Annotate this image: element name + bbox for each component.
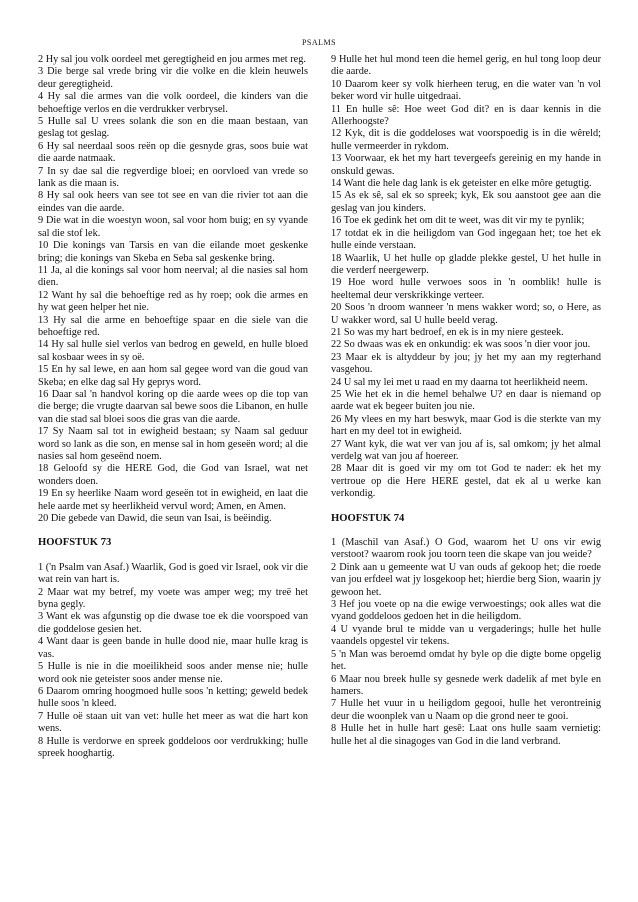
verse: 28 Maar dit is goed vir my om tot God te nader: ek het my vertroue op die Here HERE gestel, dat ek al u werke kan verkondig. [331,463,601,500]
verse: 26 My vlees en my hart beswyk, maar God is die sterkte van my hart en my deel tot in ewigheid. [331,413,601,438]
verse: 20 Die gebede van Dawid, die seun van Isai, is beëindig. [38,513,272,525]
verse: 1 (Maschil van Asaf.) O God, waarom het U ons vir ewig verstoot? waarom rook jou toorn teen die skape van jou weide? [331,537,601,561]
verse: 1 ('n Psalm van Asaf.) Waarlik, God is goed vir Israel, ook vir die wat rein van hart is. [38,561,308,586]
verse: 16 Daar sal 'n handvol koring op die aarde wees op die top van die berge; die vrugte daarvan sal bewe soos die Libanon, en hulle van die stad sal bloei soos die gras van die aarde. [38,388,308,425]
verse: 4 U vyande brul te midde van u vergaderings; hulle het hulle vaandels opgestel vir tekens. [331,623,601,648]
verse: 9 Die wat in die woestyn woon, sal voor hom buig; en sy vyande sal die stof lek. [38,215,308,239]
verse: 7 Hulle oë staan uit van vet: hulle het meer as wat die hart kon wens. [38,710,308,735]
verse: 12 Want hy sal die behoeftige red as hy roep; ook die armes en hy wat geen helper het nie. [38,289,308,314]
verse: 2 Dink aan u gemeente wat U van ouds af gekoop het; die roede van jou erfdeel wat jy losgekoop het; hierdie berg Sion, waarin jy gewoon het. [331,561,601,598]
verse: 23 Maar ek is altyddeur by jou; jy het my aan my regterhand vasgehou. [331,351,601,376]
verse: 16 Toe ek gedink het om dit te weet, was dit vir my te pynlik; [331,215,585,227]
verse: 8 Hulle is verdorwe en spreek goddeloos oor verdrukking; hulle spreek hooghartig. [38,735,308,759]
verse: 17 Sy Naam sal tot in ewigheid bestaan; sy Naam sal geduur word so lank as die son, en mense sal in hom geseën word; al die nasies sal hom geseënd noem. [38,426,308,462]
verse: 4 Want daar is geen bande in hulle dood nie, maar hulle krag is vas. [38,636,308,660]
verse: 8 Hy sal ook heers van see tot see en van die rivier tot aan die eindes van die aarde. [38,190,308,214]
verse: 10 Daarom keer sy volk hierheen terug, en die water van 'n vol beker word vir hulle uitgedraai. [331,78,601,103]
verse-list-ps74 [331,537,601,748]
verse: 3 Hef jou voete op na die ewige verwoestings; ook alles wat die vyand goddeloos gedoen het in die heiligdom. [331,599,601,623]
verse: 7 Hulle het vuur in u heiligdom gegooi, hulle het verontreinig deur die woonplek van u Naam op die grond neer te gooi. [331,698,601,722]
verse: 11 En hulle sê: Hoe weet God dit? en is daar kennis in die Allerhoogste? [331,103,601,128]
chapter-heading-73: HOOFSTUK 73 [38,537,112,549]
verse: 6 Hy sal neerdaal soos reën op die gesnyde gras, soos buie wat die aarde natmaak. [38,140,308,165]
verse: 15 En hy sal lewe, en aan hom sal gegee word van die goud van Skeba; en elke dag sal Hy geprys word. [38,364,308,388]
verse-list-ps73 [38,562,308,761]
verse-list-ps73-cont [331,54,601,501]
verse: 15 As ek sê, sal ek so spreek; kyk, Ek sou aanstoot gee aan die geslag van jou kinders. [331,190,601,214]
verse: 7 In sy dae sal die regverdige bloei; en oorvloed van vrede so lank as die maan is. [38,165,308,190]
verse-list-ps72 [38,54,308,525]
verse: 13 Voorwaar, ek het my hart tevergeefs gereinig en my hande in onskuld gewas. [331,153,601,177]
verse: 12 Kyk, dit is die goddeloses wat voorspoedig is in die wêreld; hulle vermeerder in rykdom. [331,128,601,152]
verse: 17 totdat ek in die heiligdom van God ingegaan het; toe het ek hulle einde verstaan. [331,227,601,252]
verse: 10 Die konings van Tarsis en van die eilande moet geskenke bring; die konings van Skeba en Seba sal geskenke bring. [38,240,308,264]
verse: 5 Hulle sal U vrees solank die son en die maan bestaan, van geslag tot geslag. [38,116,308,140]
verse: 13 Hy sal die arme en behoeftige spaar en die siele van die behoeftige red. [38,314,308,338]
verse: 14 Want die hele dag lank is ek geteister en elke môre getugtig. [331,178,592,190]
verse: 11 Ja, al die konings sal voor hom neerval; al die nasies sal hom dien. [38,264,308,289]
verse: 18 Waarlik, U het hulle op gladde plekke gestel, U het hulle in die verderf neergewerp. [331,252,601,276]
verse: 9 Hulle het hul mond teen die hemel gerig, en hul tong loop deur die aarde. [331,54,601,78]
verse: 21 So was my hart bedroef, en ek is in my niere gesteek. [331,326,564,338]
verse: 2 Hy sal jou volk oordeel met geregtigheid en jou armes met reg. [38,54,306,65]
verse: 18 Geloofd sy die HERE God, die God van Israel, wat net wonders doen. [38,463,308,487]
verse: 3 Want ek was afgunstig op die dwase toe ek die voorspoed van die goddelose gesien het. [38,611,308,635]
verse: 19 En sy heerlike Naam word geseën tot in ewigheid, en laat die hele aarde met sy heerlikheid vervul word; Amen, en Amen. [38,488,308,512]
verse: 24 U sal my lei met u raad en my daarna tot heerlikheid neem. [331,376,588,388]
verse: 20 Soos 'n droom wanneer 'n mens wakker word; so, o Here, as U wakker word, sal U hulle beeld verag. [331,302,601,326]
verse: 25 Wie het ek in die hemel behalwe U? en daar is niemand op aarde wat ek begeer buiten jou nie. [331,388,601,413]
verse: 19 Hoe word hulle verwoes soos in 'n oomblik! hulle is heeltemal deur verskrikkinge verteer. [331,277,601,301]
verse: 4 Hy sal die armes van die volk oordeel, die kinders van die behoeftige verlos en die verdrukker verbrysel. [38,91,308,115]
verse: 22 So dwaas was ek en onkundig: ek was soos 'n dier voor jou. [331,339,591,351]
right-column [331,54,601,748]
verse: 6 Daarom omring hoogmoed hulle soos 'n ketting; geweld bedek hulle soos 'n kleed. [38,685,308,710]
chapter-heading-74: HOOFSTUK 74 [331,512,405,524]
verse: 14 Hy sal hulle siel verlos van bedrog en geweld, en hulle bloed sal kosbaar wees in sy oë. [38,339,308,363]
verse: 6 Maar nou breek hulle sy gesnede werk dadelik af met byle en hamers. [331,673,601,697]
verse: 2 Maar wat my betref, my voete was amper weg; my treë het byna gegly. [38,586,308,611]
verse: 5 'n Man was beroemd omdat hy byle op die digte bome opgelig het. [331,648,601,673]
verse: 5 Hulle is nie in die moeilikheid soos ander mense nie; hulle word ook nie geteister soos ander mense nie. [38,661,308,685]
verse: 8 Hulle het in hulle hart gesê: Laat ons hulle saam vernietig: hulle het al die sinagoges van God in die land verbrand. [331,723,601,747]
verse: 27 Want kyk, die wat ver van jou af is, sal omkom; jy het almal verdelg wat van jou af hoereer. [331,438,601,462]
running-header: PSALMS [301,38,337,47]
verse: 3 Die berge sal vrede bring vir die volke en die klein heuwels deur geregtigheid. [38,66,308,90]
left-column [38,54,308,760]
